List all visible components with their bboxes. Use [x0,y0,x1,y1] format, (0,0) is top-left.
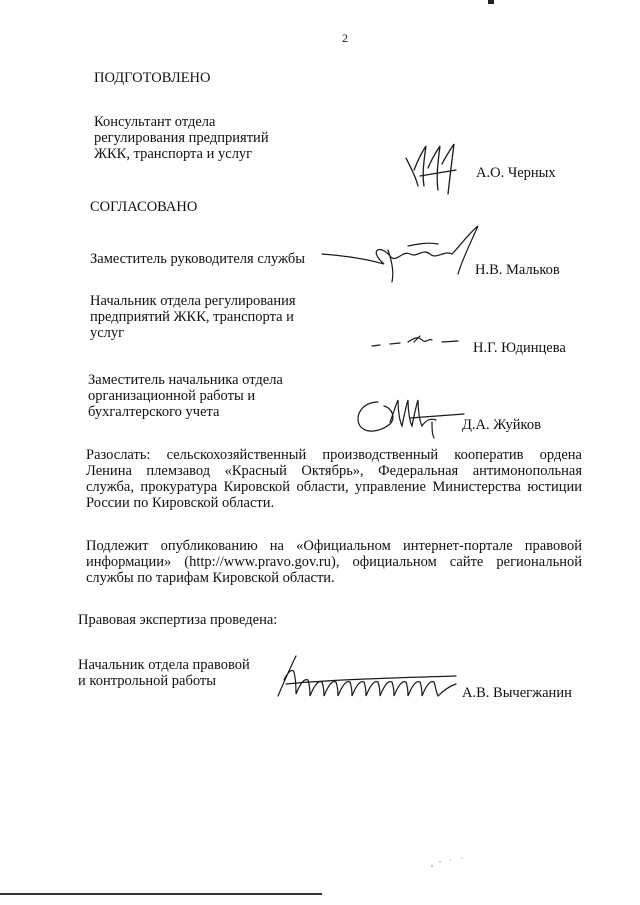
publication-line-3: службы по тарифам Кировской области. [86,570,335,586]
legal-review-statement: Правовая экспертиза проведена: [78,612,278,628]
publication-line-2: информации» (http://www.pravo.gov.ru), официальном сайте региональной [86,554,582,570]
scan-mark-top-right [488,0,494,4]
agreed-heading: СОГЛАСОВАНО [90,199,198,215]
publication-paragraph [86,538,582,586]
prepared-position-line-1: Консультант отдела [94,114,216,130]
signer-2-position-line-3: услуг [90,325,125,341]
scan-speckle [428,852,478,877]
distribution-line-3: служба, прокуратура Кировской области, управление Министерства юстиции [86,479,582,495]
yudintseva-signature [368,330,464,352]
prepared-signer-name: А.О. Черных [476,165,556,181]
chernykh-signature [398,140,468,198]
footer-rule [0,893,322,895]
zhuikov-signature [350,392,466,442]
distribution-line-2: Ленина племзавод «Красный Октябрь», Федеральная антимонопольная [86,463,582,479]
page-number: 2 [342,31,348,45]
signer-1-position: Заместитель руководителя службы [90,251,306,267]
legal-review-position-line-2: и контрольной работы [78,673,216,689]
signer-3-position-line-3: бухгалтерского учета [88,404,220,420]
legal-review-name: А.В. Вычегжанин [462,685,572,701]
signer-1-name: Н.В. Мальков [475,262,560,278]
signer-3-position-line-1: Заместитель начальника отдела [88,372,283,388]
distribution-paragraph [86,447,582,511]
prepared-position-line-3: ЖКК, транспорта и услуг [94,146,253,162]
signer-2-position-line-2: предприятий ЖКК, транспорта и [90,309,294,325]
vychegzhanin-signature [266,650,458,702]
legal-review-position-line-1: Начальник отдела правовой [78,657,250,673]
signer-2-name: Н.Г. Юдинцева [473,340,566,356]
signer-2-position-line-1: Начальник отдела регулирования [90,293,296,309]
signer-3-position-line-2: организационной работы и [88,388,256,404]
distribution-line-1: Разослать: сельскохозяйственный производственный кооператив ордена [86,447,582,463]
signer-3-name: Д.А. Жуйков [462,417,541,433]
malkov-signature [318,220,490,286]
prepared-heading: ПОДГОТОВЛЕНО [94,70,211,86]
prepared-position-line-2: регулирования предприятий [94,130,269,146]
publication-line-1: Подлежит опубликованию на «Официальном интернет-портале правовой [86,538,582,554]
distribution-line-4: России по Кировской области. [86,495,275,511]
